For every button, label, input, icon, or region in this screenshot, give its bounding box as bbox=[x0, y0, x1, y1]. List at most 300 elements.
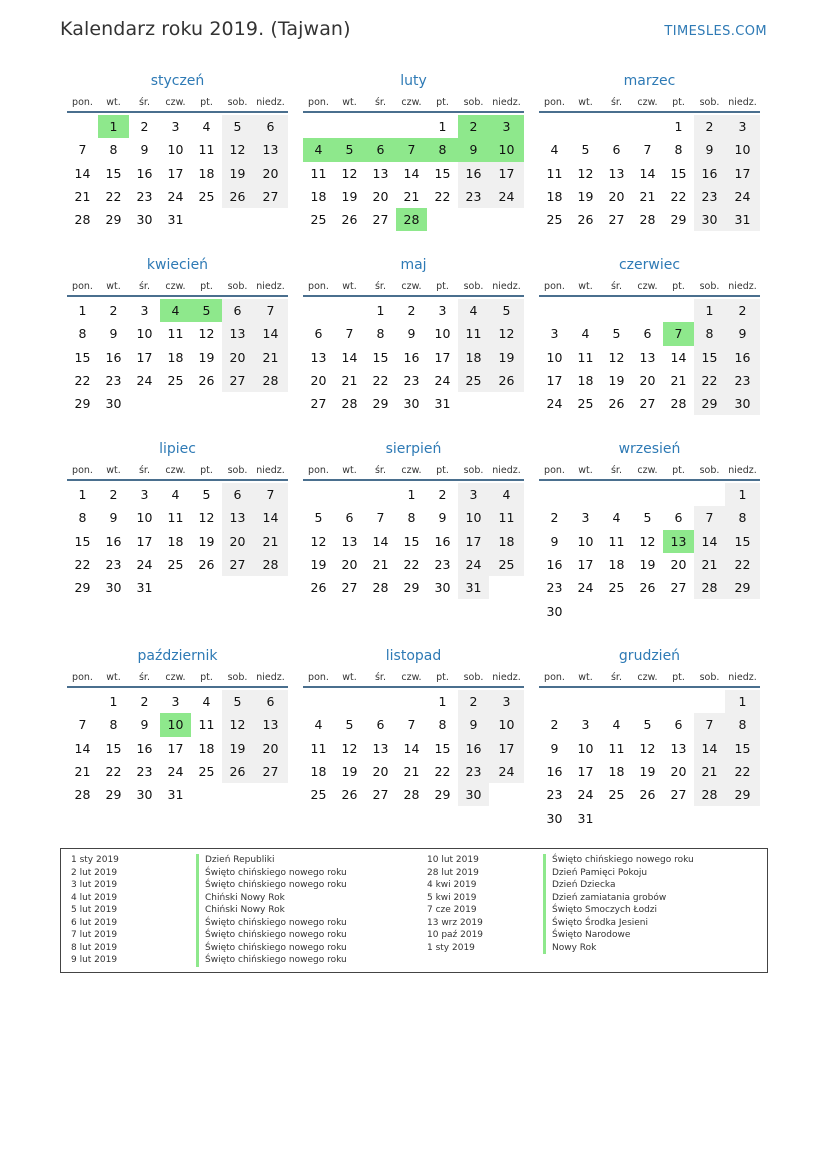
day-cell: 5 bbox=[334, 138, 365, 161]
day-cell: 19 bbox=[639, 557, 656, 573]
day-cell: 27 bbox=[341, 580, 358, 596]
legend-date: 6 lut 2019 bbox=[71, 917, 118, 928]
weekday-header bbox=[303, 280, 524, 297]
day-cell: 23 bbox=[546, 787, 563, 803]
day-cell: 24 bbox=[489, 760, 524, 783]
weekday-label: sob. bbox=[227, 281, 248, 292]
day-cell: 13 bbox=[222, 322, 253, 345]
week-row bbox=[539, 806, 760, 829]
day-cell: 3 bbox=[140, 303, 149, 319]
day-cell: 9 bbox=[109, 510, 118, 526]
month-name: listopad bbox=[385, 648, 442, 664]
legend-holiday-name: Święto chińskiego nowego roku bbox=[196, 929, 347, 942]
day-cell: 22 bbox=[725, 760, 760, 783]
month-3 bbox=[539, 66, 760, 231]
day-cell: 9 bbox=[458, 138, 489, 161]
week-row bbox=[67, 322, 288, 345]
legend-date: 1 sty 2019 bbox=[71, 855, 119, 865]
weekday-label: sob. bbox=[699, 672, 720, 683]
weekday-label: wt. bbox=[106, 281, 121, 292]
day-cell: 26 bbox=[310, 580, 327, 596]
day-cell: 11 bbox=[608, 740, 625, 756]
day-cell: 5 bbox=[191, 299, 222, 322]
empty-day-cell bbox=[601, 299, 632, 322]
weekday-label: niedz. bbox=[492, 97, 521, 108]
week-row bbox=[303, 208, 524, 231]
weekday-label: sob. bbox=[463, 672, 484, 683]
week-row bbox=[539, 115, 760, 138]
empty-day-cell bbox=[334, 299, 365, 322]
weekday-label: wt. bbox=[578, 97, 593, 108]
day-cell: 2 bbox=[725, 299, 760, 322]
week-row bbox=[303, 185, 524, 208]
day-cell: 27 bbox=[372, 787, 389, 803]
empty-day-cell bbox=[365, 115, 396, 138]
day-cell: 9 bbox=[438, 510, 447, 526]
day-cell: 19 bbox=[639, 764, 656, 780]
empty-day-cell bbox=[67, 690, 98, 713]
day-cell: 23 bbox=[434, 557, 451, 573]
day-cell: 17 bbox=[546, 373, 563, 389]
day-cell: 1 bbox=[674, 119, 683, 135]
day-cell: 4 bbox=[612, 717, 621, 733]
day-cell: 10 bbox=[434, 326, 451, 342]
day-cell: 3 bbox=[458, 483, 489, 506]
day-cell: 29 bbox=[725, 576, 760, 599]
weekday-label: czw. bbox=[401, 672, 422, 683]
day-cell: 17 bbox=[434, 349, 451, 365]
weekday-label: śr. bbox=[374, 672, 386, 683]
day-cell: 7 bbox=[663, 322, 694, 345]
day-cell: 28 bbox=[670, 396, 687, 412]
day-cell: 2 bbox=[407, 303, 416, 319]
empty-day-cell bbox=[632, 115, 663, 138]
empty-day-cell bbox=[632, 806, 663, 829]
weekday-label: czw. bbox=[165, 281, 186, 292]
day-cell: 1 bbox=[78, 303, 87, 319]
week-row bbox=[539, 760, 760, 783]
month-9 bbox=[539, 434, 760, 623]
weekday-label: niedz. bbox=[728, 281, 757, 292]
day-cell: 19 bbox=[222, 737, 253, 760]
day-cell: 8 bbox=[725, 713, 760, 736]
day-cell: 13 bbox=[253, 713, 288, 736]
day-cell: 20 bbox=[372, 189, 389, 205]
week-row bbox=[539, 553, 760, 576]
weekday-label: pon. bbox=[72, 97, 93, 108]
day-cell: 6 bbox=[674, 717, 683, 733]
day-cell: 27 bbox=[253, 185, 288, 208]
week-row bbox=[67, 346, 288, 369]
day-cell: 9 bbox=[140, 717, 149, 733]
day-cell: 3 bbox=[489, 690, 524, 713]
empty-day-cell bbox=[253, 783, 288, 806]
day-cell: 30 bbox=[725, 392, 760, 415]
weekday-label: sob. bbox=[463, 281, 484, 292]
weekday-label: sob. bbox=[463, 97, 484, 108]
week-row bbox=[539, 299, 760, 322]
week-row bbox=[303, 322, 524, 345]
day-cell: 13 bbox=[639, 349, 656, 365]
empty-day-cell bbox=[570, 483, 601, 506]
day-cell: 9 bbox=[458, 713, 489, 736]
month-7 bbox=[67, 434, 288, 599]
day-cell: 24 bbox=[577, 580, 594, 596]
day-cell: 3 bbox=[438, 303, 447, 319]
day-cell: 9 bbox=[725, 322, 760, 345]
empty-day-cell bbox=[601, 115, 632, 138]
weekday-label: niedz. bbox=[728, 465, 757, 476]
day-cell: 26 bbox=[341, 212, 358, 228]
day-cell: 4 bbox=[581, 326, 590, 342]
weekday-label: pt. bbox=[436, 672, 449, 683]
day-cell: 24 bbox=[577, 787, 594, 803]
weekday-header bbox=[303, 96, 524, 113]
day-cell: 23 bbox=[136, 764, 153, 780]
day-cell: 27 bbox=[372, 212, 389, 228]
day-cell: 20 bbox=[253, 737, 288, 760]
day-cell: 25 bbox=[310, 212, 327, 228]
empty-day-cell bbox=[570, 599, 601, 622]
week-row bbox=[539, 346, 760, 369]
month-name: wrzesień bbox=[618, 441, 681, 457]
month-name: maj bbox=[400, 257, 427, 273]
month-4 bbox=[67, 250, 288, 415]
day-cell: 23 bbox=[694, 185, 725, 208]
weekday-label: pon. bbox=[72, 465, 93, 476]
day-cell: 2 bbox=[109, 487, 118, 503]
weekday-label: niedz. bbox=[728, 97, 757, 108]
legend-holiday-name: Święto Narodowe bbox=[543, 929, 694, 942]
day-cell: 16 bbox=[458, 737, 489, 760]
day-cell: 13 bbox=[372, 165, 389, 181]
empty-day-cell bbox=[334, 690, 365, 713]
day-cell: 27 bbox=[639, 396, 656, 412]
legend-holiday-name: Dzień zamiatania grobów bbox=[543, 892, 694, 905]
day-cell: 8 bbox=[427, 138, 458, 161]
day-cell: 10 bbox=[160, 713, 191, 736]
weekday-label: pon. bbox=[544, 281, 565, 292]
day-cell: 25 bbox=[310, 787, 327, 803]
day-cell: 9 bbox=[550, 740, 559, 756]
day-cell: 6 bbox=[222, 299, 253, 322]
weekday-label: pt. bbox=[436, 281, 449, 292]
day-cell: 20 bbox=[608, 189, 625, 205]
weekday-label: sob. bbox=[227, 465, 248, 476]
day-cell: 21 bbox=[694, 760, 725, 783]
empty-day-cell bbox=[601, 483, 632, 506]
day-cell: 30 bbox=[403, 396, 420, 412]
week-row bbox=[67, 138, 288, 161]
day-cell: 14 bbox=[372, 533, 389, 549]
empty-day-cell bbox=[303, 299, 334, 322]
week-row bbox=[303, 299, 524, 322]
legend-date: 1 sty 2019 bbox=[427, 942, 475, 953]
empty-day-cell bbox=[334, 483, 365, 506]
legend-date: 5 kwi 2019 bbox=[427, 892, 477, 903]
day-cell: 2 bbox=[550, 717, 559, 733]
empty-day-cell bbox=[191, 783, 222, 806]
day-cell: 10 bbox=[136, 326, 153, 342]
month-name: styczeń bbox=[150, 73, 205, 89]
day-cell: 17 bbox=[577, 557, 594, 573]
empty-day-cell bbox=[663, 806, 694, 829]
day-cell: 8 bbox=[438, 717, 447, 733]
weekday-label: czw. bbox=[637, 672, 658, 683]
day-cell: 14 bbox=[694, 530, 725, 553]
day-cell: 6 bbox=[376, 717, 385, 733]
day-cell: 27 bbox=[253, 760, 288, 783]
day-cell: 12 bbox=[341, 165, 358, 181]
day-cell: 5 bbox=[222, 690, 253, 713]
day-cell: 18 bbox=[608, 557, 625, 573]
day-cell: 21 bbox=[74, 189, 91, 205]
day-cell: 14 bbox=[403, 740, 420, 756]
week-row bbox=[303, 713, 524, 736]
day-cell: 29 bbox=[403, 580, 420, 596]
empty-day-cell bbox=[396, 115, 427, 138]
day-cell: 7 bbox=[643, 142, 652, 158]
day-cell: 30 bbox=[546, 603, 563, 619]
day-cell: 27 bbox=[608, 212, 625, 228]
day-cell: 25 bbox=[608, 580, 625, 596]
empty-day-cell bbox=[601, 690, 632, 713]
weekday-label: sob. bbox=[699, 281, 720, 292]
week-row bbox=[67, 483, 288, 506]
weekday-label: pon. bbox=[308, 672, 329, 683]
day-cell: 4 bbox=[171, 487, 180, 503]
day-cell: 30 bbox=[136, 787, 153, 803]
day-cell: 17 bbox=[458, 530, 489, 553]
day-cell: 21 bbox=[670, 373, 687, 389]
empty-day-cell bbox=[396, 690, 427, 713]
empty-day-cell bbox=[253, 392, 288, 415]
weekday-label: czw. bbox=[165, 672, 186, 683]
day-cell: 10 bbox=[489, 138, 524, 161]
day-cell: 24 bbox=[546, 396, 563, 412]
empty-day-cell bbox=[222, 208, 253, 231]
empty-day-cell bbox=[303, 483, 334, 506]
day-cell: 26 bbox=[198, 373, 215, 389]
day-cell: 3 bbox=[171, 119, 180, 135]
week-row bbox=[67, 506, 288, 529]
day-cell: 13 bbox=[372, 740, 389, 756]
empty-day-cell bbox=[489, 392, 524, 415]
day-cell: 30 bbox=[546, 810, 563, 826]
empty-day-cell bbox=[663, 599, 694, 622]
day-cell: 22 bbox=[434, 189, 451, 205]
day-cell: 10 bbox=[136, 510, 153, 526]
day-cell: 11 bbox=[310, 740, 327, 756]
day-cell: 12 bbox=[222, 713, 253, 736]
day-cell: 27 bbox=[222, 553, 253, 576]
day-cell: 10 bbox=[546, 349, 563, 365]
day-cell: 6 bbox=[253, 115, 288, 138]
day-cell: 22 bbox=[694, 369, 725, 392]
day-cell: 16 bbox=[136, 740, 153, 756]
weekday-label: wt. bbox=[106, 97, 121, 108]
day-cell: 18 bbox=[310, 189, 327, 205]
week-row bbox=[539, 576, 760, 599]
weekday-label: śr. bbox=[138, 97, 150, 108]
day-cell: 9 bbox=[694, 138, 725, 161]
day-cell: 19 bbox=[198, 533, 215, 549]
day-cell: 16 bbox=[694, 162, 725, 185]
day-cell: 11 bbox=[310, 165, 327, 181]
week-row bbox=[67, 208, 288, 231]
weekday-label: czw. bbox=[637, 97, 658, 108]
weekday-label: niedz. bbox=[256, 465, 285, 476]
weekday-label: wt. bbox=[578, 672, 593, 683]
day-cell: 22 bbox=[403, 557, 420, 573]
day-cell: 18 bbox=[198, 740, 215, 756]
day-cell: 3 bbox=[581, 510, 590, 526]
empty-day-cell bbox=[632, 299, 663, 322]
day-cell: 25 bbox=[167, 557, 184, 573]
day-cell: 8 bbox=[109, 717, 118, 733]
day-cell: 17 bbox=[577, 764, 594, 780]
day-cell: 9 bbox=[550, 533, 559, 549]
day-cell: 26 bbox=[198, 557, 215, 573]
day-cell: 26 bbox=[341, 787, 358, 803]
day-cell: 21 bbox=[694, 553, 725, 576]
day-cell: 14 bbox=[670, 349, 687, 365]
day-cell: 24 bbox=[167, 764, 184, 780]
weekday-label: pon. bbox=[544, 465, 565, 476]
day-cell: 19 bbox=[198, 349, 215, 365]
legend-holiday-name: Dzień Pamięci Pokoju bbox=[543, 867, 694, 880]
legend-date: 13 wrz 2019 bbox=[427, 917, 483, 928]
day-cell: 2 bbox=[140, 119, 149, 135]
day-cell: 14 bbox=[639, 165, 656, 181]
empty-day-cell bbox=[694, 690, 725, 713]
day-cell: 28 bbox=[694, 576, 725, 599]
day-cell: 11 bbox=[198, 717, 215, 733]
day-cell: 7 bbox=[253, 483, 288, 506]
day-cell: 29 bbox=[434, 787, 451, 803]
day-cell: 23 bbox=[725, 369, 760, 392]
day-cell: 14 bbox=[253, 506, 288, 529]
month-11 bbox=[303, 641, 524, 806]
day-cell: 14 bbox=[403, 165, 420, 181]
weekday-label: pt. bbox=[200, 97, 213, 108]
weekday-label: pt. bbox=[436, 97, 449, 108]
empty-day-cell bbox=[427, 208, 458, 231]
day-cell: 16 bbox=[458, 162, 489, 185]
legend-names-left bbox=[196, 854, 347, 967]
empty-day-cell bbox=[663, 299, 694, 322]
weekday-label: wt. bbox=[578, 281, 593, 292]
day-cell: 25 bbox=[489, 553, 524, 576]
day-cell: 4 bbox=[612, 510, 621, 526]
weekday-label: niedz. bbox=[256, 281, 285, 292]
day-cell: 20 bbox=[253, 162, 288, 185]
day-cell: 10 bbox=[577, 533, 594, 549]
week-row bbox=[539, 690, 760, 713]
weekday-header bbox=[67, 96, 288, 113]
day-cell: 6 bbox=[253, 690, 288, 713]
empty-day-cell bbox=[570, 690, 601, 713]
day-cell: 26 bbox=[608, 396, 625, 412]
empty-day-cell bbox=[539, 299, 570, 322]
day-cell: 24 bbox=[434, 373, 451, 389]
day-cell: 7 bbox=[694, 713, 725, 736]
day-cell: 17 bbox=[136, 349, 153, 365]
day-cell: 5 bbox=[643, 717, 652, 733]
day-cell: 30 bbox=[434, 580, 451, 596]
weekday-label: sob. bbox=[699, 465, 720, 476]
day-cell: 18 bbox=[310, 764, 327, 780]
day-cell: 22 bbox=[372, 373, 389, 389]
weekday-label: pt. bbox=[672, 465, 685, 476]
day-cell: 2 bbox=[109, 303, 118, 319]
empty-day-cell bbox=[365, 483, 396, 506]
day-cell: 19 bbox=[341, 764, 358, 780]
weekday-header bbox=[67, 671, 288, 688]
month-name: październik bbox=[137, 648, 218, 664]
weekday-label: czw. bbox=[401, 97, 422, 108]
day-cell: 26 bbox=[639, 580, 656, 596]
week-row bbox=[539, 783, 760, 806]
day-cell: 1 bbox=[109, 694, 118, 710]
weekday-header bbox=[303, 464, 524, 481]
week-row bbox=[539, 322, 760, 345]
day-cell: 22 bbox=[434, 764, 451, 780]
month-name: luty bbox=[400, 73, 427, 89]
day-cell: 6 bbox=[314, 326, 323, 342]
day-cell: 20 bbox=[670, 764, 687, 780]
day-cell: 10 bbox=[167, 142, 184, 158]
day-cell: 23 bbox=[546, 580, 563, 596]
day-cell: 3 bbox=[550, 326, 559, 342]
day-cell: 16 bbox=[546, 557, 563, 573]
legend-holiday-name: Święto chińskiego nowego roku bbox=[196, 942, 347, 955]
day-cell: 24 bbox=[136, 557, 153, 573]
week-row bbox=[303, 530, 524, 553]
weekday-label: pon. bbox=[72, 281, 93, 292]
empty-day-cell bbox=[222, 783, 253, 806]
day-cell: 29 bbox=[105, 212, 122, 228]
day-cell: 26 bbox=[489, 369, 524, 392]
week-row bbox=[67, 737, 288, 760]
day-cell: 3 bbox=[489, 115, 524, 138]
weekday-label: niedz. bbox=[492, 281, 521, 292]
week-row bbox=[67, 713, 288, 736]
weekday-label: wt. bbox=[106, 465, 121, 476]
day-cell: 4 bbox=[303, 138, 334, 161]
empty-day-cell bbox=[694, 599, 725, 622]
day-cell: 2 bbox=[694, 115, 725, 138]
weekday-label: śr. bbox=[138, 672, 150, 683]
weekday-label: śr. bbox=[374, 465, 386, 476]
day-cell: 1 bbox=[407, 487, 416, 503]
weekday-label: śr. bbox=[610, 465, 622, 476]
empty-day-cell bbox=[539, 690, 570, 713]
day-cell: 11 bbox=[167, 510, 184, 526]
day-cell: 22 bbox=[670, 189, 687, 205]
day-cell: 25 bbox=[198, 764, 215, 780]
day-cell: 25 bbox=[458, 369, 489, 392]
day-cell: 15 bbox=[694, 346, 725, 369]
week-row bbox=[303, 576, 524, 599]
day-cell: 27 bbox=[310, 396, 327, 412]
weekday-label: pt. bbox=[672, 672, 685, 683]
legend-holiday-name: Dzień Dziecka bbox=[543, 879, 694, 892]
day-cell: 30 bbox=[136, 212, 153, 228]
empty-day-cell bbox=[489, 208, 524, 231]
day-cell: 11 bbox=[458, 322, 489, 345]
day-cell: 2 bbox=[550, 510, 559, 526]
